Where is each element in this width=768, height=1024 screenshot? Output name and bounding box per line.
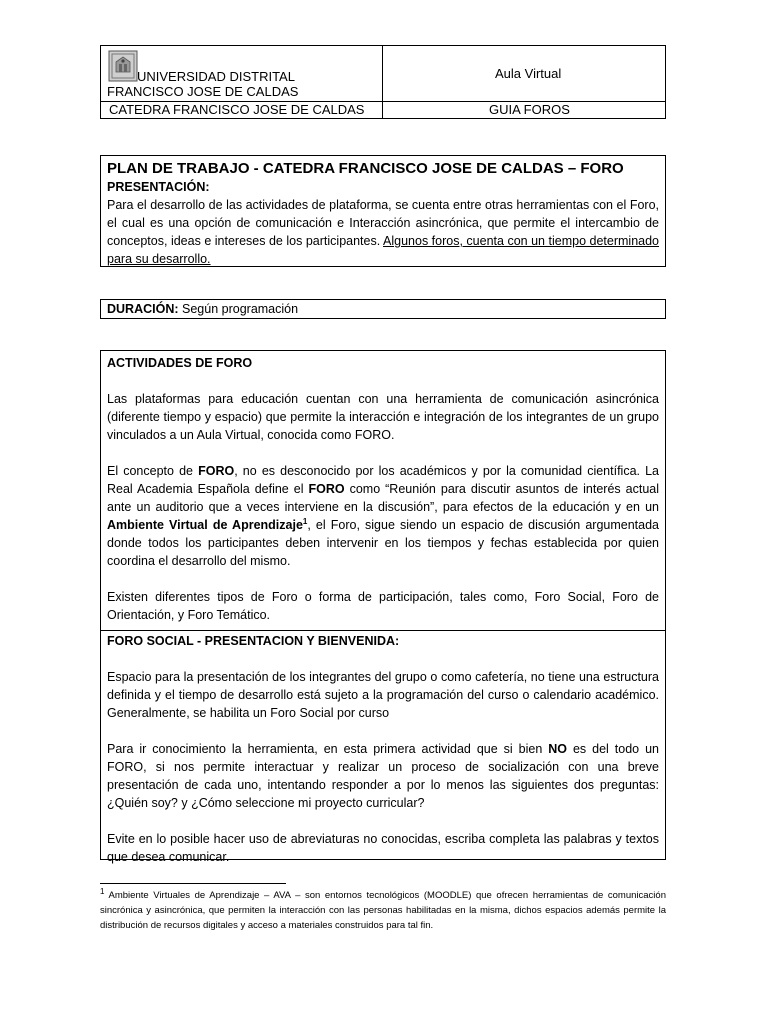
p2-foro-bold-1: FORO (198, 464, 235, 478)
presentacion-text (107, 196, 659, 268)
p2-text-b: , no es desconocido por los académicos y por la comunidad científica. La Real Academia Española define el (107, 464, 660, 496)
fs-p2-text-a: Para ir conocimiento la herramienta, en esta primera actividad que si bien (107, 742, 549, 756)
p2-text-d: , el Foro, sigue siendo un espacio de discusión argumentada donde todos los participantes deben intervenir en los tiempos y fechas establecida por quien coordina el desarrollo del mismo. (107, 518, 659, 568)
actividades-paragraph-2 (107, 462, 659, 570)
fs-p2-text-b: es del todo un FORO, si nos permite interactuar y realizar un proceso de socialización con una breve presentación de cada uno, intentando responder a por lo menos las siguientes dos preguntas: ¿Quién soy? y ¿Cómo seleccione mi proyecto curricular? (107, 742, 659, 810)
fs-p2-no-bold: NO (548, 742, 568, 756)
university-name-line1: UNIVERSIDAD DISTRITAL (137, 69, 295, 84)
foro-social-divider (101, 630, 665, 631)
plan-de-trabajo-box (100, 155, 666, 267)
actividades-paragraph-3: Existen diferentes tipos de Foro o forma de participación, tales como, Foro Social, Foro de Orientación, y Foro Temático. (107, 590, 659, 622)
duracion-box (100, 299, 666, 319)
presentacion-body: Para el desarrollo de las actividades de plataforma, se cuenta entre otras herramientas con el Foro, el cual es una opción de comunicación e Interacción asincrónica, que permite el intercambio de conceptos, ideas e intereses de los participantes. (107, 198, 659, 248)
foro-social-title: FORO SOCIAL - PRESENTACION Y BIENVENIDA: (107, 634, 400, 648)
university-seal-icon (108, 50, 138, 82)
footnote-ref-1[interactable]: 1 (302, 516, 308, 526)
actividades-section (107, 354, 659, 624)
duracion-value: Según programación (182, 302, 299, 316)
footnote-separator (100, 883, 286, 884)
header-table (100, 45, 666, 119)
foro-social-paragraph-2 (107, 740, 659, 812)
plan-title: PLAN DE TRABAJO - CATEDRA FRANCISCO JOSE DE CALDAS – FORO (107, 160, 624, 177)
p2-text-a: El concepto de (107, 464, 199, 478)
actividades-box (100, 350, 666, 864)
actividades-paragraph-1: Las plataformas para educación cuentan con una herramienta de comunicación asincrónica (diferente tiempo y espacio) que permite la interacción e integración de los integrantes de un grupo vinculados a un Aula Virtual, conocida como FORO. (107, 392, 659, 442)
footnote (100, 888, 666, 933)
actividades-title: ACTIVIDADES DE FORO (107, 356, 253, 370)
catedra-label: CATEDRA FRANCISCO JOSE DE CALDAS (109, 102, 365, 117)
footnote-number: 1 (100, 886, 105, 896)
university-name-line2: FRANCISCO JOSE DE CALDAS (107, 84, 299, 99)
footnote-text: Ambiente Virtuales de Aprendizaje – AVA – son entornos tecnológicos (MOODLE) que ofrecen herramientas de comunicación sincrónica y asincrónica, que permiten la interacción con las personas habilitadas en la misma, dichos espacios además permite la distribución de recursos digitales y acceso a materiales construidos para tal fin. (100, 890, 666, 931)
presentacion-underlined: Algunos foros, cuenta con un tiempo determinado para su desarrollo. (107, 234, 659, 266)
duracion-label: DURACIÓN: (107, 302, 179, 316)
p2-text-c: como “Reunión para discutir asuntos de interés actual ante un auditorio que a veces interviene en la discusión”, para efectos de la educación y en un (107, 482, 659, 514)
foro-social-paragraph-3: Evite en lo posible hacer uso de abreviaturas no conocidas, escriba completa las palabras y textos que desea comunicar. (107, 832, 659, 864)
p2-ava-bold: Ambiente Virtual de Aprendizaje (107, 518, 303, 532)
header-divider-vertical (382, 46, 383, 118)
foro-social-paragraph-1: Espacio para la presentación de los integrantes del grupo o como cafetería, no tiene una estructura definida y el tiempo de desarrollo está sujeto a la programación del curso o calendario académico. Generalmente, se habilita un Foro Social por curso (107, 670, 659, 720)
p2-foro-bold-2: FORO (308, 482, 345, 496)
presentacion-label: PRESENTACIÓN: (107, 180, 210, 194)
aula-virtual-label: Aula Virtual (495, 66, 562, 81)
foro-social-section (107, 632, 659, 866)
guia-foros-label: GUIA FOROS (489, 102, 570, 117)
